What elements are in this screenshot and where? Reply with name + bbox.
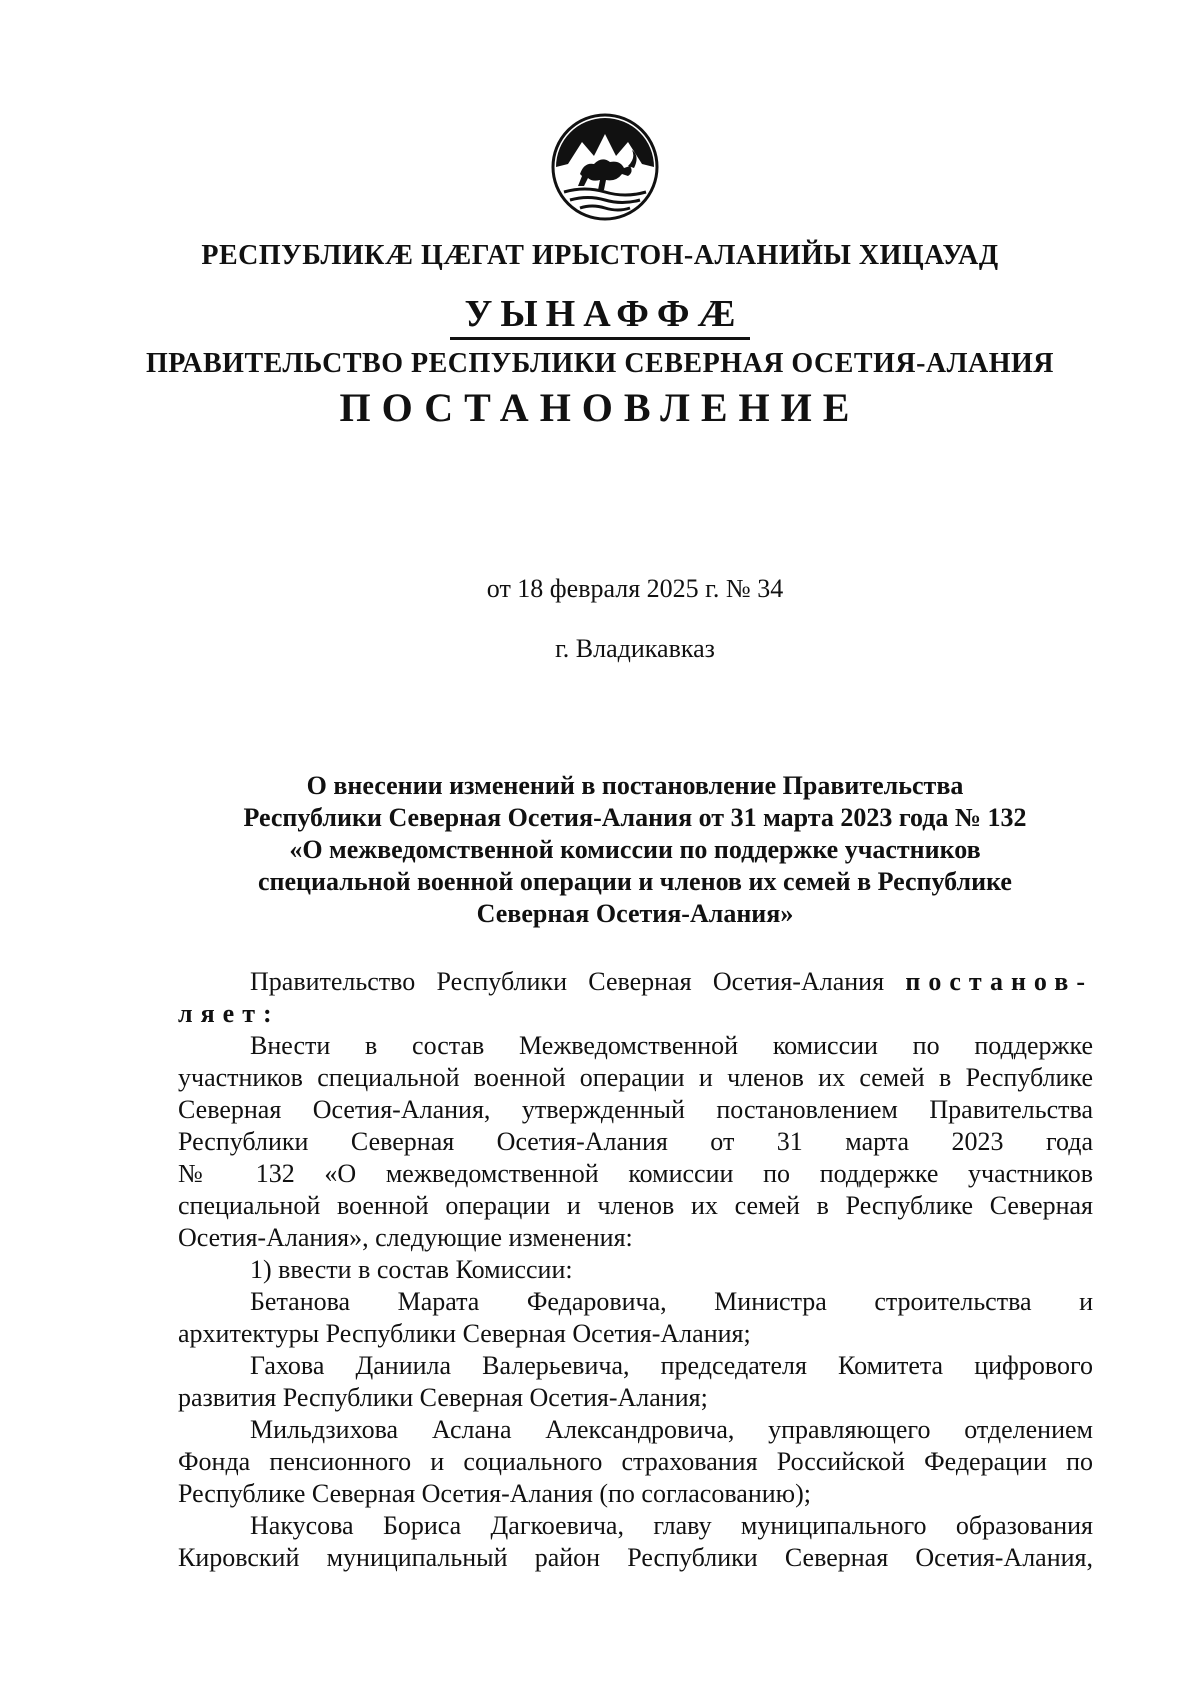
document-title [205, 770, 1065, 930]
title-line: специальной военной операции и членов их семей в Республике [258, 867, 1012, 896]
ossetian-document-type-text: УЫНАФФӔ [450, 293, 749, 340]
paragraph-line: Северная Осетия-Алания, утвержденный постановлением Правительства [178, 1095, 1093, 1124]
title-line: Республики Северная Осетия-Алания от 31 марта 2023 года № 132 [243, 803, 1027, 832]
title-line: «О межведомственной комиссии по поддержке участников [289, 835, 981, 864]
paragraph-line: № 132 «О межведомственной комиссии по поддержке участников [178, 1159, 1093, 1188]
paragraph-line: Осетия-Алания», следующие изменения: [178, 1223, 633, 1252]
member-line: Республике Северная Осетия-Алания (по согласованию); [178, 1479, 811, 1508]
paragraph-line: участников специальной военной операции и членов их семей в Республике [178, 1063, 1093, 1092]
document-city: г. Владикавказ [555, 634, 715, 663]
member-2-continued: развития Республики Северная Осетия-Алания; [178, 1383, 708, 1412]
member-line: Гахова Даниила Валерьевича, председателя Комитета цифрового [250, 1351, 1093, 1380]
member-1 [178, 1286, 1093, 1318]
member-line: Кировский муниципальный район Республики Северная Осетия-Алания, [178, 1543, 1093, 1572]
paragraph-1 [178, 1030, 1093, 1062]
ossetian-government-name: РЕСПУБЛИКӔ ЦӔГАТ ИРЫСТОН-АЛАНИЙЫ ХИЦАУАД [201, 240, 999, 271]
paragraph-line: Республики Северная Осетия-Алания от 31 марта 2023 года [178, 1127, 1093, 1156]
member-line: Мильдзихова Аслана Александровича, управляющего отделением [250, 1415, 1093, 1444]
list-item-1: 1) ввести в состав Комиссии: [250, 1255, 573, 1284]
preamble-paragraph [178, 966, 1093, 1030]
member-line: Бетанова Марата Федаровича, Министра строительства и [250, 1287, 1093, 1316]
member-line: Фонда пенсионного и социального страхования Российской Федерации по [178, 1447, 1093, 1476]
russian-government-name: ПРАВИТЕЛЬСТВО РЕСПУБЛИКИ СЕВЕРНАЯ ОСЕТИЯ-АЛАНИЯ [145, 348, 1055, 379]
title-line: О внесении изменений в постановление Правительства [306, 771, 964, 800]
member-4-continued [178, 1542, 1093, 1574]
document-date-number: от 18 февраля 2025 г. № 34 [486, 574, 784, 603]
preamble-text: Правительство Республики Северная Осетия-Алания [250, 967, 906, 996]
member-2 [178, 1350, 1093, 1382]
title-line: Северная Осетия-Алания» [476, 899, 794, 928]
paragraph-line: Внести в состав Межведомственной комиссии по поддержке [250, 1031, 1093, 1060]
member-1-continued: архитектуры Республики Северная Осетия-Алания; [178, 1319, 751, 1348]
member-3-continued [178, 1446, 1093, 1510]
paragraph-line: специальной военной операции и членов их семей в Республике Северная [178, 1191, 1093, 1220]
preamble-spaced-verb: постанов-ляет: [178, 967, 1093, 1028]
coat-of-arms-icon [550, 112, 660, 222]
russian-document-type: ПОСТАНОВЛЕНИЕ [339, 385, 861, 430]
document-body [178, 966, 1093, 1574]
ossetian-document-type [0, 292, 1200, 336]
paragraph-1-continued [178, 1062, 1093, 1254]
member-4 [178, 1510, 1093, 1542]
member-3 [178, 1414, 1093, 1446]
member-line: Накусова Бориса Дагкоевича, главу муниципального образования [250, 1511, 1093, 1540]
